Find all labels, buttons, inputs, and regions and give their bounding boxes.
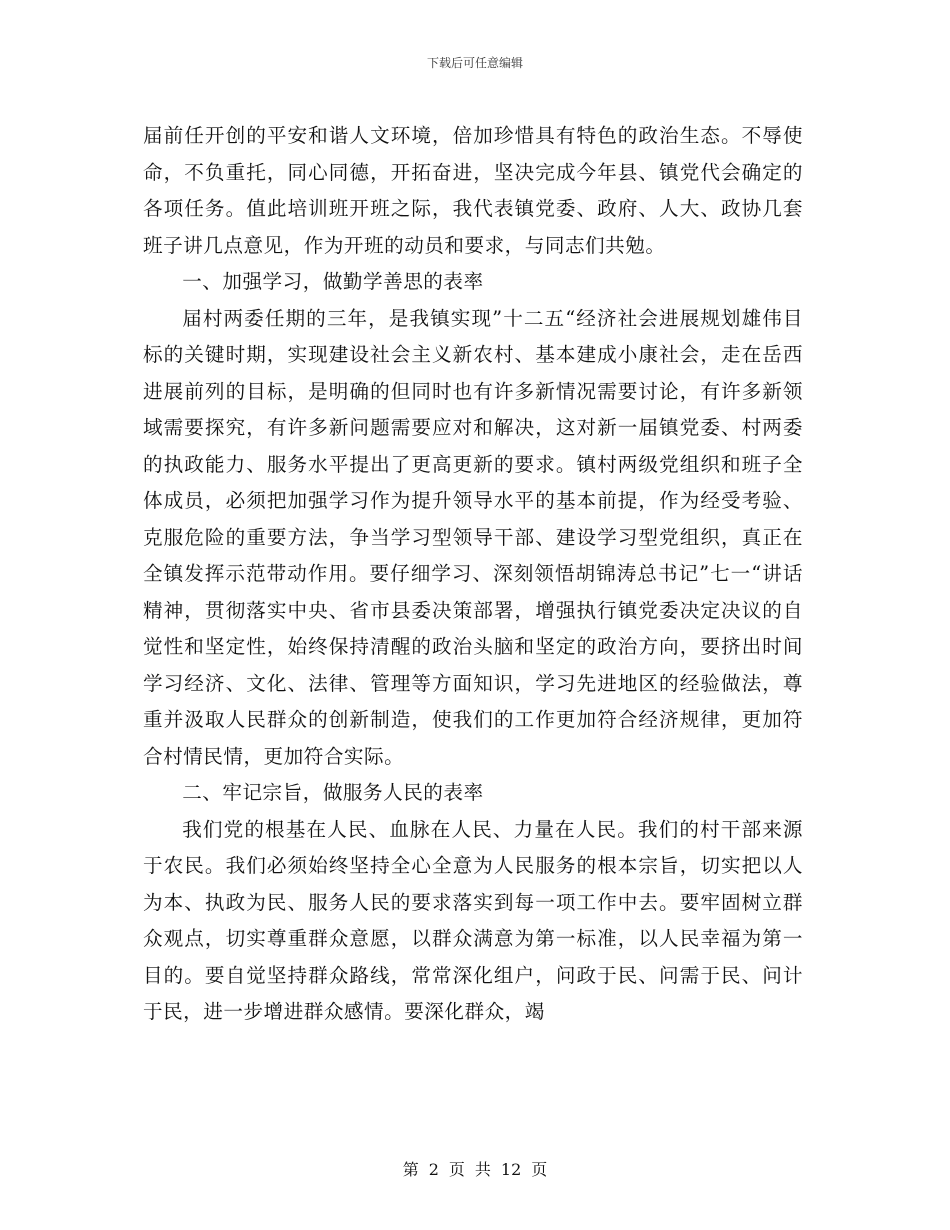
- paragraph-2: 届村两委任期的三年，是我镇实现”十二五“经济社会进展规划雄伟目标的关键时期，实现建设社会主义新农村、基本建成小康社会，走在岳西进展前列的目标，是明确的但同时也有许多新情况需要讨论，有许多新领域需要探究，有许多新问题需要应对和解决，这对新一届镇党委、村两委的执政能力、服务水平提出了更高更新的要求。镇村两级党组织和班子全体成员，必须把加强学习作为提升领导水平的基本前提，作为经受考验、克服危险的重要方法，争当学习型领导干部、建设学习型党组织，真正在全镇发挥示范带动作用。要仔细学习、深刻领悟胡锦涛总书记”七一“讲话精神，贯彻落实中央、省市县委决策部署，增强执行镇党委决定决议的自觉性和坚定性，始终保持清醒的政治头脑和坚定的政治方向，要挤出时间学习经济、文化、法律、管理等方面知识，学习先进地区的经验做法，尊重并汲取人民群众的创新制造，使我们的工作更加符合经济规律，更加符合村情民情，更加符合实际。: [143, 306, 803, 768]
- paragraph-1: 届前任开创的平安和谐人文环境，倍加珍惜具有特色的政治生态。不辱使命，不负重托，同心同德，开拓奋进，坚决完成今年县、镇党代会确定的各项任务。值此培训班开班之际，我代表镇党委、政府、人大、政协几套班子讲几点意见，作为开班的动员和要求，与同志们共勉。: [143, 124, 803, 257]
- footer-total-label: 共: [474, 1160, 491, 1179]
- footer-total-pages: 12: [500, 1160, 522, 1179]
- section-heading-2: 二、牢记宗旨，做服务人民的表率: [182, 781, 484, 804]
- footer-prefix: 第: [402, 1160, 419, 1179]
- page-header: 下载后可任意编辑: [426, 56, 523, 70]
- section-heading-1: 一、加强学习，做勤学善思的表率: [182, 270, 484, 293]
- footer-suffix: 页: [531, 1160, 548, 1179]
- page-footer: [0, 1157, 950, 1180]
- body-text: [143, 118, 803, 1031]
- footer-page-label: 页: [448, 1160, 465, 1179]
- footer-page-number: 2: [428, 1160, 439, 1179]
- paragraph-3: 我们党的根基在人民、血脉在人民、力量在人民。我们的村干部来源于农民。我们必须始终坚持全心全意为人民服务的根本宗旨，切实把以人为本、执政为民、服务人民的要求落实到每一项工作中去。要牢固树立群众观点，切实尊重群众意愿，以群众满意为第一标准，以人民幸福为第一目的。要自觉坚持群众路线，常常深化组户，问政于民、问需于民、问计于民，进一步增进群众感情。要深化群众，竭: [143, 817, 803, 1023]
